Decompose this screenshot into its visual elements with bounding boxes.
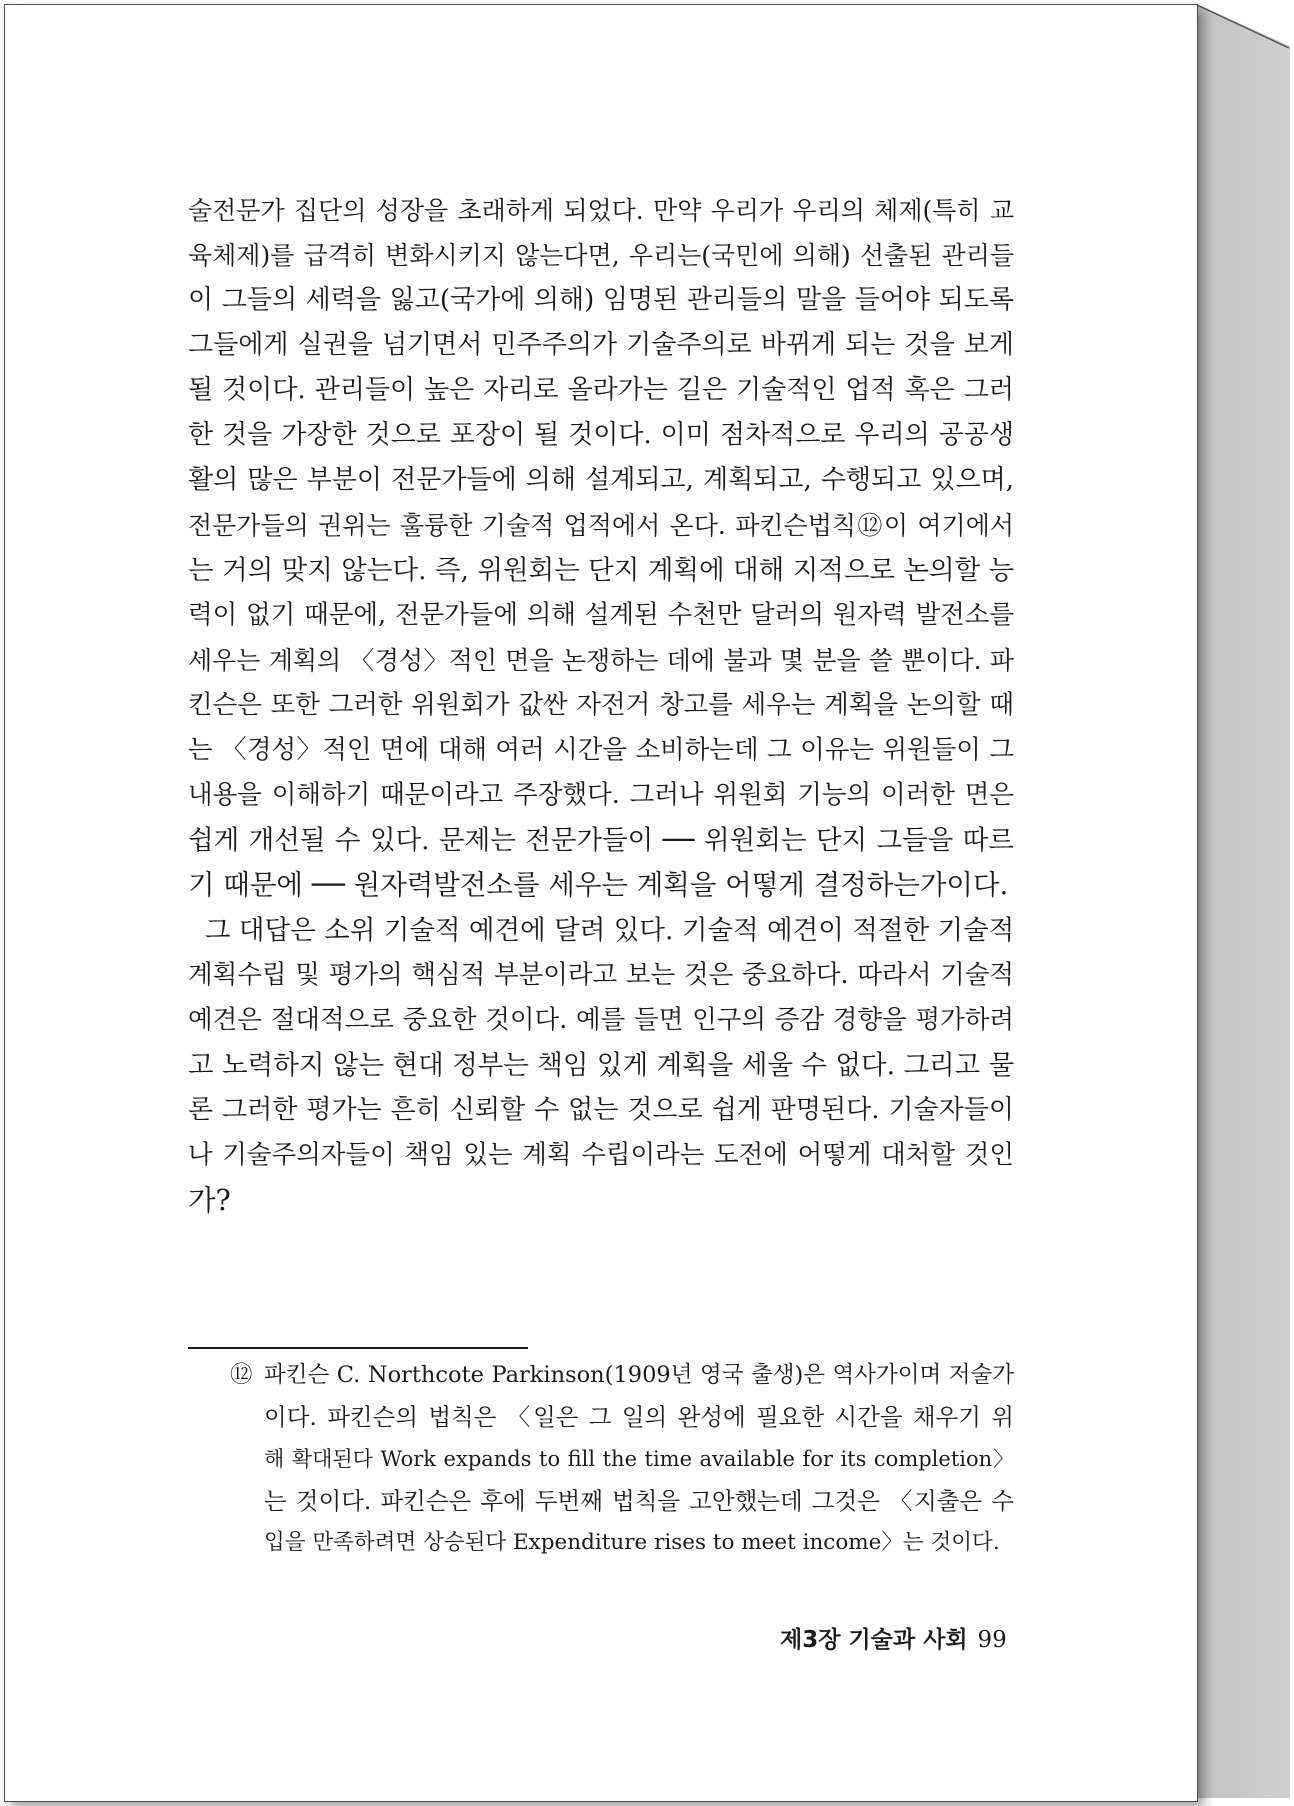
body-line: 쉽게 개선될 수 있다. 문제는 전문가들이 ── 위원회는 단지 그들을 따르 <box>188 825 1014 856</box>
footnote-divider <box>188 1347 528 1349</box>
body-line: 계획수립 및 평가의 핵심적 부분이라고 보는 것은 중요하다. 따라서 기술적 <box>188 960 1014 990</box>
chapter-title: 제3장 기술과 사회 <box>780 1627 968 1653</box>
footnote-marker: ⑫ <box>230 1362 253 1388</box>
body-line: 고 노력하지 않는 현대 정부는 책임 있게 계획을 세울 수 없다. 그리고 물 <box>188 1050 1014 1081</box>
body-line: 그들에게 실권을 넘기면서 민주주의가 기술주의로 바뀌게 되는 것을 보게 <box>188 330 1014 360</box>
body-line: 될 것이다. 관리들이 높은 자리로 올라가는 길은 기술적인 업적 혹은 그러 <box>188 375 1014 405</box>
footnote-text: 파킨슨 C. Northcote Parkinson(1909년 영국 출생)은 역사가이며 저술가 <box>264 1362 1014 1388</box>
body-line: 는 〈경성〉적인 면에 대해 여러 시간을 소비하는데 그 이유는 위원들이 그 <box>188 735 1014 765</box>
body-line: 한 것을 가장한 것으로 포장이 될 것이다. 이미 점차적으로 우리의 공공생 <box>188 420 1014 450</box>
body-line: 전문가들의 권위는 훌륭한 기술적 업적에서 온다. 파킨슨법칙⑫이 여기에서 <box>188 511 1014 540</box>
body-line: 예견은 절대적으로 중요한 것이다. 예를 들면 인구의 증감 경향을 평가하려 <box>188 1005 1014 1035</box>
footnote <box>230 1354 1014 1564</box>
page-stack-edge-outline <box>1196 4 1291 50</box>
page-number: 99 <box>977 1627 1007 1653</box>
body-line: 그 대답은 소위 기술적 예견에 달려 있다. 기술적 예견이 적절한 기술적 <box>188 915 1014 946</box>
body-line: 나 기술주의자들이 책임 있는 계획 수립이라는 도전에 어떻게 대처할 것인 <box>188 1140 1014 1170</box>
body-line: 술전문가 집단의 성장을 초래하게 되었다. 만약 우리가 우리의 체제(특히 교 <box>188 196 1014 225</box>
body-line: 내용을 이해하기 때문이라고 주장했다. 그러나 위원회 기능의 이러한 면은 <box>188 780 1014 810</box>
body-line: 기 때문에 ── 원자력발전소를 세우는 계획을 어떻게 결정하는가이다. <box>188 869 1009 901</box>
body-line: 이 그들의 세력을 잃고(국가에 의해) 임명된 관리들의 말을 들어야 되도록 <box>188 285 1014 315</box>
page-stack-edge <box>1197 4 1290 1798</box>
body-line: 론 그러한 평가는 흔히 신뢰할 수 없는 것으로 쉽게 판명된다. 기술자들이 <box>188 1095 1014 1125</box>
body-line: 킨슨은 또한 그러한 위원회가 값싼 자전거 창고를 세우는 계획을 논의할 때 <box>188 690 1014 720</box>
body-line: 활의 많은 부분이 전문가들에 의해 설계되고, 계획되고, 수행되고 있으며, <box>188 465 1014 495</box>
footnote-line: 이다. 파킨슨의 법칙은 〈일은 그 일의 완성에 필요한 시간을 채우기 위 <box>264 1403 1014 1431</box>
footnote-line: 는 것이다. 파킨슨은 후에 두번째 법칙을 고안했는데 그것은 〈지출은 수 <box>264 1487 1014 1515</box>
body-line: 력이 없기 때문에, 전문가들에 의해 설계된 수천만 달러의 원자력 발전소를 <box>188 600 1014 630</box>
body-line: 는 거의 맞지 않는다. 즉, 위원회는 단지 계획에 대해 지적으로 논의할 능 <box>188 555 1014 586</box>
footnote-line <box>230 1354 1014 1396</box>
body-line: 세우는 계획의 〈경성〉적인 면을 논쟁하는 데에 불과 몇 분을 쓸 뿐이다. 파 <box>188 646 1014 675</box>
body-line: 가? <box>188 1184 231 1217</box>
running-footer <box>780 1620 1020 1660</box>
body-line: 육체제)를 급격히 변화시키지 않는다면, 우리는(국민에 의해) 선출된 관리들 <box>188 241 1014 270</box>
footnote-line: 입을 만족하려면 상승된다 Expenditure rises to meet income〉는 것이다. <box>264 1530 1000 1555</box>
footnote-line: 해 확대된다 Work expands to fill the time available for its completion〉 <box>264 1447 1014 1471</box>
body-text <box>188 188 1014 1223</box>
